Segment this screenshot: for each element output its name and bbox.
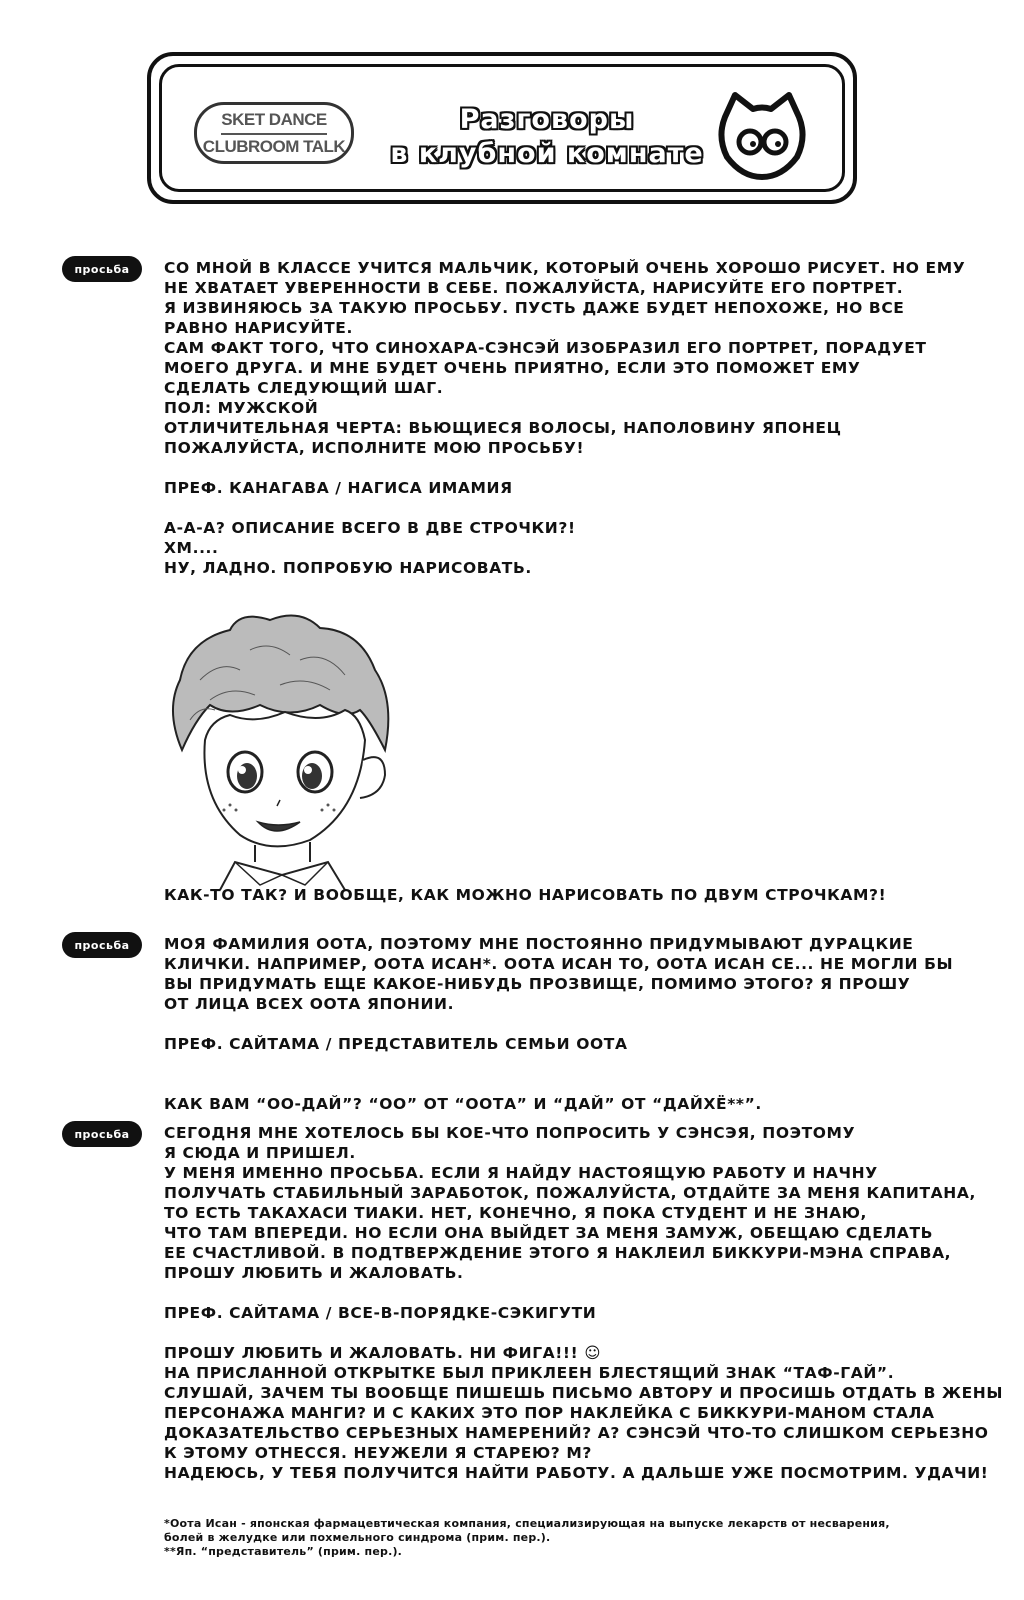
footnote-line: болей в желудке или похмельного синдрома (прим. пер.). [164, 1531, 551, 1544]
reply-line: ПРОШУ ЛЮБИТЬ И ЖАЛОВАТЬ. НИ ФИГА!!! ☺ [164, 1344, 602, 1362]
request-line: ПОЛ: МУЖСКОЙ [164, 399, 319, 417]
footnotes [164, 1517, 1004, 1559]
reply-line: КАК-ТО ТАК? И ВООБЩЕ, КАК МОЖНО НАРИСОВАТЬ ПО ДВУМ СТРОЧКАМ?! [164, 886, 887, 904]
request-line: ОТЛИЧИТЕЛЬНАЯ ЧЕРТА: ВЬЮЩИЕСЯ ВОЛОСЫ, НАПОЛОВИНУ ЯПОНЕЦ [164, 419, 842, 437]
request-line: САМ ФАКТ ТОГО, ЧТО СИНОХАРА-СЭНСЭЙ ИЗОБРАЗИЛ ЕГО ПОРТРЕТ, ПОРАДУЕТ [164, 339, 927, 357]
request-line: У МЕНЯ ИМЕННО ПРОСЬБА. ЕСЛИ Я НАЙДУ НАСТОЯЩУЮ РАБОТУ И НАЧНУ [164, 1164, 878, 1182]
title-line1: Разговоры [459, 104, 635, 135]
reply-line: НУ, ЛАДНО. ПОПРОБУЮ НАРИСОВАТЬ. [164, 559, 532, 577]
letter-2-request [164, 934, 994, 1114]
request-line: ОТ ЛИЦА ВСЕХ ООТА ЯПОНИИ. [164, 995, 455, 1013]
sender-line: ПРЕФ. САЙТАМА / ПРЕДСТАВИТЕЛЬ СЕМЬИ ООТА [164, 1035, 628, 1053]
request-line: КЛИЧКИ. НАПРИМЕР, ООТА ИСАН*. ООТА ИСАН ТО, ООТА ИСАН СЕ... НЕ МОГЛИ БЫ [164, 955, 954, 973]
header-inner-frame [159, 64, 845, 192]
reply-line: КАК ВАМ “ОО-ДАЙ”? “ОО” ОТ “ООТА” И “ДАЙ” ОТ “ДАЙХЁ**”. [164, 1095, 762, 1113]
request-line: ЧТО ТАМ ВПЕРЕДИ. НО ЕСЛИ ОНА ВЫЙДЕТ ЗА МЕНЯ ЗАМУЖ, ОБЕЩАЮ СДЕЛАТЬ [164, 1224, 934, 1242]
reply-line: К ЭТОМУ ОТНЕССЯ. НЕУЖЕЛИ Я СТАРЕЮ? М? [164, 1444, 592, 1462]
request-line: СДЕЛАТЬ СЛЕДУЮЩИЙ ШАГ. [164, 379, 444, 397]
request-badge: просьба [62, 932, 142, 958]
sket-dance-logo [194, 102, 354, 164]
request-line: СО МНОЙ В КЛАССЕ УЧИТСЯ МАЛЬЧИК, КОТОРЫЙ ОЧЕНЬ ХОРОШО РИСУЕТ. НО ЕМУ [164, 259, 966, 277]
request-line: НЕ ХВАТАЕТ УВЕРЕННОСТИ В СЕБЕ. ПОЖАЛУЙСТА, НАРИСУЙТЕ ЕГО ПОРТРЕТ. [164, 279, 904, 297]
request-line: ПРОШУ ЛЮБИТЬ И ЖАЛОВАТЬ. [164, 1264, 464, 1282]
sender-line: ПРЕФ. КАНАГАВА / НАГИСА ИМАМИЯ [164, 479, 513, 497]
request-line: СЕГОДНЯ МНЕ ХОТЕЛОСЬ БЫ КОЕ-ЧТО ПОПРОСИТЬ У СЭНСЭЯ, ПОЭТОМУ [164, 1124, 856, 1142]
request-line: МОЕГО ДРУГА. И МНЕ БУДЕТ ОЧЕНЬ ПРИЯТНО, ЕСЛИ ЭТО ПОМОЖЕТ ЕМУ [164, 359, 861, 377]
reply-line: ДОКАЗАТЕЛЬСТВО СЕРЬЕЗНЫХ НАМЕРЕНИЙ? А? СЭНСЭЙ ЧТО-ТО СЛИШКОМ СЕРЬЕЗНО [164, 1424, 989, 1442]
logo-line2: CLUBROOM TALK [202, 136, 346, 156]
request-line: ПОЛУЧАТЬ СТАБИЛЬНЫЙ ЗАРАБОТОК, ПОЖАЛУЙСТА, ОТДАЙТЕ ЗА МЕНЯ КАПИТАНА, [164, 1184, 976, 1202]
request-badge: просьба [62, 256, 142, 282]
letter-1-request [164, 258, 994, 578]
cat-glasses-icon [717, 87, 807, 187]
reply-line: СЛУШАЙ, ЗАЧЕМ ТЫ ВООБЩЕ ПИШЕШЬ ПИСЬМО АВТОРУ И ПРОСИШЬ ОТДАТЬ В ЖЕНЫ [164, 1384, 1004, 1402]
request-line: ЕЕ СЧАСТЛИВОЙ. В ПОДТВЕРЖДЕНИЕ ЭТОГО Я НАКЛЕИЛ БИККУРИ-МЭНА СПРАВА, [164, 1244, 952, 1262]
letter-3-request [164, 1123, 1004, 1483]
request-line: РАВНО НАРИСУЙТЕ. [164, 319, 353, 337]
request-line: ПОЖАЛУЙСТА, ИСПОЛНИТЕ МОЮ ПРОСЬБУ! [164, 439, 585, 457]
reply-line: А-А-А? ОПИСАНИЕ ВСЕГО В ДВЕ СТРОЧКИ?! [164, 519, 576, 537]
title-line2: в клубной комнате [390, 138, 704, 169]
reply-line: ХМ.... [164, 539, 219, 557]
reply-line: НА ПРИСЛАННОЙ ОТКРЫТКЕ БЫЛ ПРИКЛЕЕН БЛЕСТЯЩИЙ ЗНАК “ТАФ-ГАЙ”. [164, 1364, 895, 1382]
logo-line1: SKET DANCE [221, 108, 327, 135]
letter-1-afterword [164, 885, 994, 905]
reply-line: НАДЕЮСЬ, У ТЕБЯ ПОЛУЧИТСЯ НАЙТИ РАБОТУ. А ДАЛЬШЕ УЖЕ ПОСМОТРИМ. УДАЧИ! [164, 1464, 989, 1482]
request-line: ТО ЕСТЬ ТАКАХАСИ ТИАКИ. НЕТ, КОНЕЧНО, Я ПОКА СТУДЕНТ И НЕ ЗНАЮ, [164, 1204, 868, 1222]
request-line: МОЯ ФАМИЛИЯ ООТА, ПОЭТОМУ МНЕ ПОСТОЯННО ПРИДУМЫВАЮТ ДУРАЦКИЕ [164, 935, 914, 953]
request-badge: просьба [62, 1121, 142, 1147]
footnote-line: *Оота Исан - японская фармацевтическая компания, специализирующая на выпуске лекарств от несварения, [164, 1517, 890, 1530]
request-line: ВЫ ПРИДУМАТЬ ЕЩЕ КАКОЕ-НИБУДЬ ПРОЗВИЩЕ, ПОМИМО ЭТОГО? Я ПРОШУ [164, 975, 911, 993]
request-line: Я ИЗВИНЯЮСЬ ЗА ТАКУЮ ПРОСЬБУ. ПУСТЬ ДАЖЕ БУДЕТ НЕПОХОЖЕ, НО ВСЕ [164, 299, 905, 317]
request-line: Я СЮДА И ПРИШЕЛ. [164, 1144, 356, 1162]
reply-line: ПЕРСОНАЖА МАНГИ? И С КАКИХ ЭТО ПОР НАКЛЕЙКА С БИККУРИ-МАНОМ СТАЛА [164, 1404, 935, 1422]
boy-portrait-illustration [160, 600, 410, 890]
sender-line: ПРЕФ. САЙТАМА / ВСЕ-В-ПОРЯДКЕ-СЭКИГУТИ [164, 1304, 597, 1322]
page-title [377, 103, 717, 171]
footnote-line: **Яп. “представитель” (прим. пер.). [164, 1545, 403, 1558]
header-frame [147, 52, 857, 204]
